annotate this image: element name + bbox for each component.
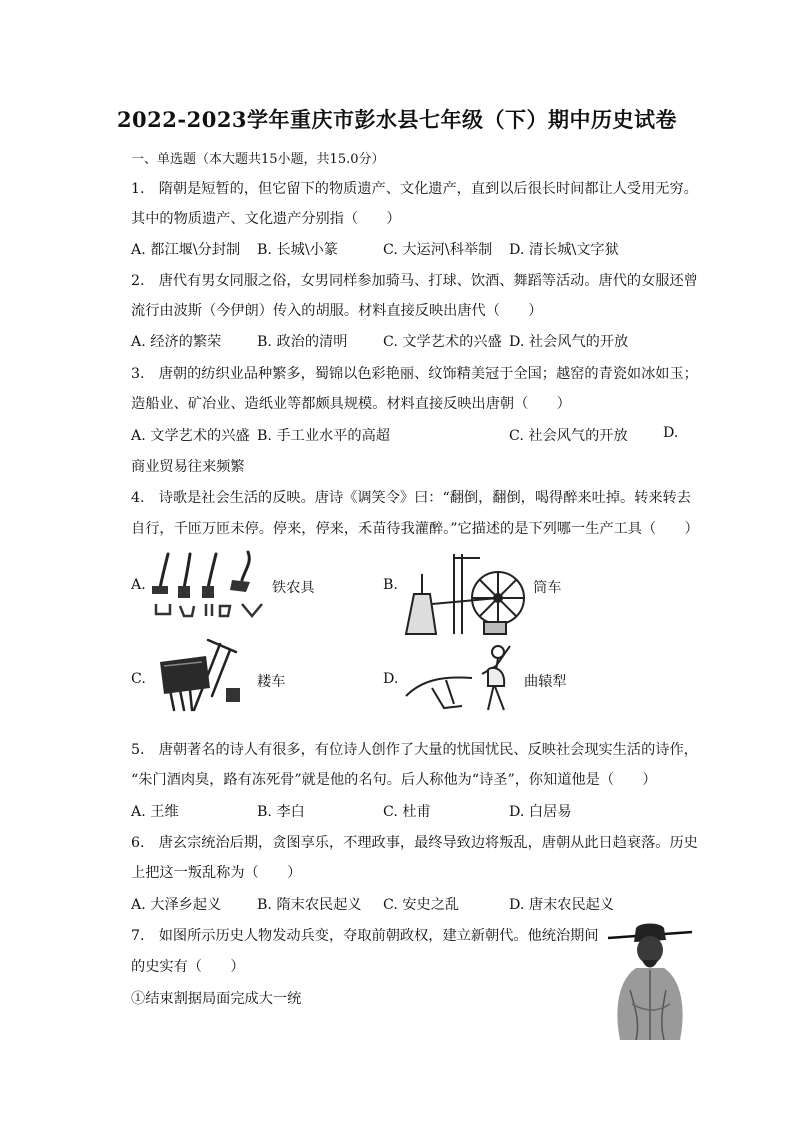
q1-option-d: D. 清长城\文字狱 <box>509 242 619 258</box>
q6-option-a: A. 大泽乡起义 <box>131 897 222 913</box>
q6-stem-line1: 6. 唐玄宗统治后期，贪图享乐，不理政事，最终导致边将叛乱，唐朝从此日趋衰落。历史 <box>131 835 698 851</box>
q6-stem-line2: 上把这一叛乱称为（ ） <box>131 865 302 881</box>
q5-option-a: A. 王维 <box>131 804 179 820</box>
q3-option-d-letter: D. <box>663 425 679 441</box>
q4-option-a-letter: A. <box>131 577 146 593</box>
q4-stem-line1: 4. 诗歌是社会生活的反映。唐诗《调笑令》曰：“翻倒，翻倒，喝得醉来吐掉。转来转去 <box>131 490 691 506</box>
q5-stem-line1: 5. 唐朝著名的诗人有很多，有位诗人创作了大量的忧国忧民、反映社会现实生活的诗作， <box>131 742 698 758</box>
q6-option-d: D. 唐末农民起义 <box>509 897 615 913</box>
q7-stem-line2: 的史实有（ ） <box>131 959 245 975</box>
q7-stem-line1: 7. 如图所示历史人物发动兵变，夺取前朝政权，建立新朝代。他统治期间 <box>131 928 599 944</box>
q6-option-c: C. 安史之乱 <box>383 897 460 913</box>
q2-stem-line1: 2. 唐代有男女同服之俗，女男同样参加骑马、打球、饮酒、舞蹈等活动。唐代的女服还曾 <box>131 273 698 289</box>
q3-option-a: A. 文学艺术的兴盛 <box>131 428 250 444</box>
q5-stem-line2: “朱门酒肉臭，路有冻死骨”就是他的名句。后人称他为“诗圣”，你知道他是（ ） <box>131 772 657 788</box>
iron-tools-image <box>150 548 268 622</box>
q4-option-c-caption: 耧车 <box>257 674 286 690</box>
curved-plough-image <box>402 640 520 716</box>
q4-option-d-letter: D. <box>383 671 399 687</box>
historical-figure-portrait <box>606 920 694 1046</box>
q5-option-c: C. 杜甫 <box>383 804 431 820</box>
q6-option-b: B. 隋末农民起义 <box>257 897 362 913</box>
q1-stem-line1: 1. 隋朝是短暂的，但它留下的物质遗产、文化遗产，直到以后很长时间都让人受用无穷。 <box>131 181 698 197</box>
q5-option-d: D. 白居易 <box>509 804 572 820</box>
q3-option-b: B. 手工业水平的高超 <box>257 428 390 444</box>
q4-option-b-letter: B. <box>383 577 398 593</box>
q2-option-c: C. 文学艺术的兴盛 <box>383 334 502 350</box>
q3-stem-line1: 3. 唐朝的纺织业品种繁多，蜀锦以色彩艳丽、纹饰精美冠于全国；越窑的青瓷如冰如玉； <box>131 366 698 382</box>
q3-stem-line2: 造船业、矿冶业、造纸业等都颇具规模。材料直接反映出唐朝（ ） <box>131 396 571 412</box>
q1-option-c: C. 大运河\科举制 <box>383 242 493 258</box>
section-heading: 一、单选题（本大题共15小题，共15.0分） <box>131 152 385 167</box>
q4-stem-line2: 自行，千匝万匝未停。停来，停来，禾苗待我灌醉。”它描述的是下列哪一生产工具（ ） <box>131 521 699 537</box>
q2-option-b: B. 政治的清明 <box>257 334 348 350</box>
q4-option-b-caption: 筒车 <box>533 580 562 596</box>
q1-option-b: B. 长城\小篆 <box>257 242 338 258</box>
water-wheel-image <box>402 548 528 642</box>
q7-statement-1: ①结束割据局面完成大一统 <box>131 991 302 1007</box>
q4-option-c-letter: C. <box>131 671 146 687</box>
q2-option-d: D. 社会风气的开放 <box>509 334 629 350</box>
q4-option-a-caption: 铁农具 <box>272 580 315 596</box>
seed-drill-image <box>150 636 246 716</box>
q3-option-d-text: 商业贸易往来频繁 <box>131 459 245 475</box>
q2-stem-line2: 流行由波斯（今伊朗）传入的胡服。材料直接反映出唐代（ ） <box>131 303 543 319</box>
q3-option-c: C. 社会风气的开放 <box>509 428 628 444</box>
q5-option-b: B. 李白 <box>257 804 305 820</box>
q2-option-a: A. 经济的繁荣 <box>131 334 222 350</box>
q4-option-d-caption: 曲辕犁 <box>524 674 567 690</box>
q1-option-a: A. 都江堰\分封制 <box>131 242 241 258</box>
q1-stem-line2: 其中的物质遗产、文化遗产分别指（ ） <box>131 211 401 227</box>
page-title: 2022-2023学年重庆市彭水县七年级（下）期中历史试卷 <box>116 107 678 132</box>
